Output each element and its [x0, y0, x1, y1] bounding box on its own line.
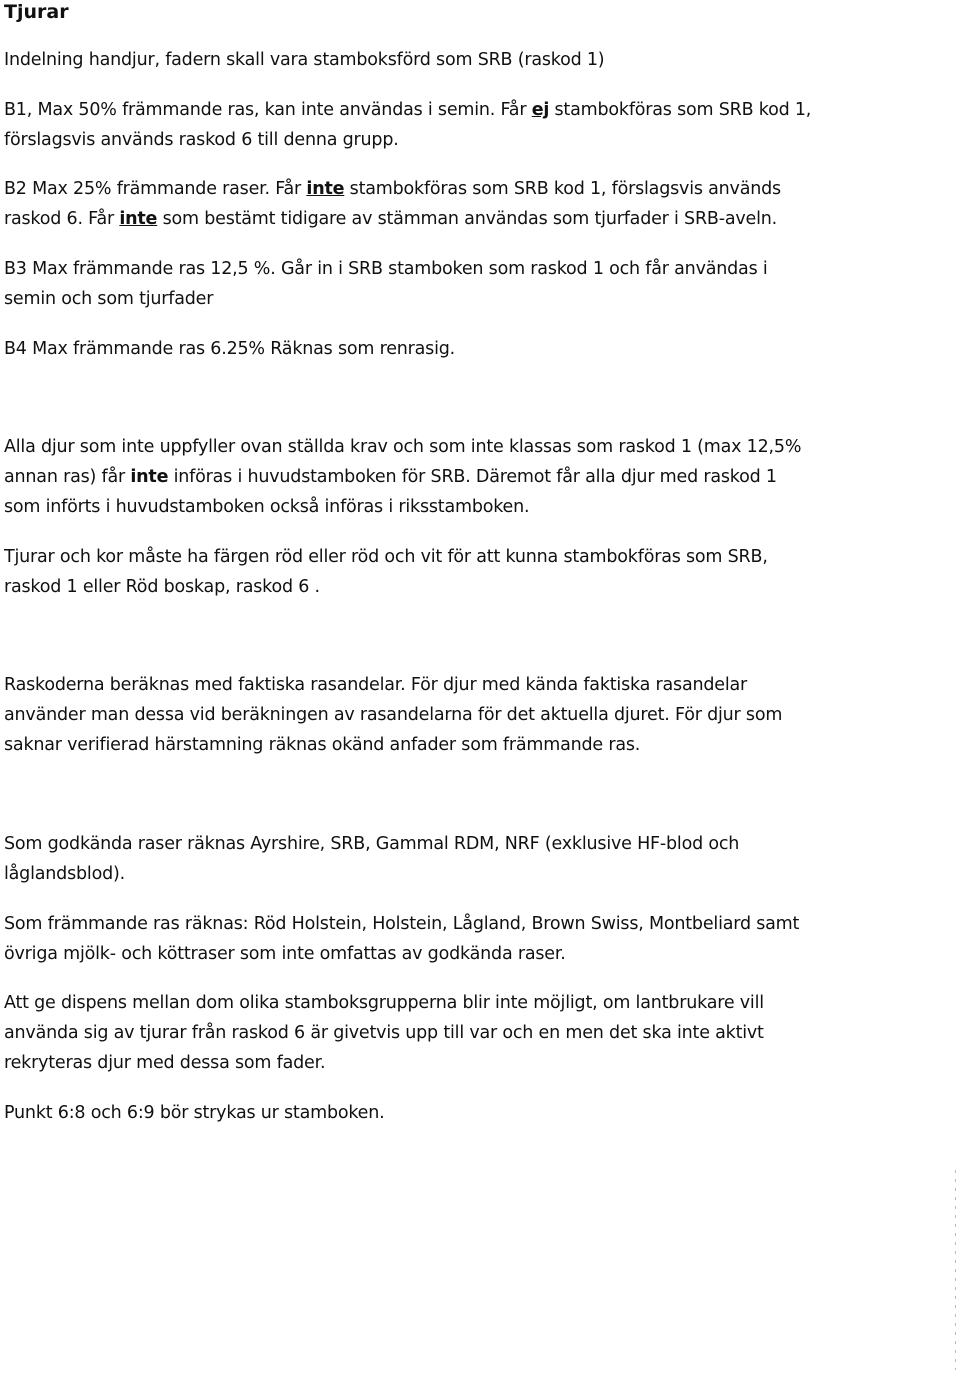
- text-line: som införts i huvudstamboken också införas i riksstamboken.: [4, 497, 530, 517]
- text-line: använda sig av tjurar från raskod 6 är givetvis upp till var och en men det ska inte aktivt: [4, 1023, 764, 1043]
- text-span: raskod 6. Får: [4, 209, 120, 229]
- text-span: stambokföras som SRB kod 1, förslagsvis används: [344, 179, 781, 199]
- text-line: B3 Max främmande ras 12,5 %. Går in i SRB stamboken som raskod 1 och får användas i: [4, 259, 768, 279]
- text-span: annan ras) får: [4, 467, 131, 487]
- paragraph-dispens: [4, 988, 764, 1078]
- text-line: [4, 204, 781, 234]
- text-line: [4, 174, 781, 204]
- paragraph-indelning: [4, 45, 604, 75]
- text-line: raskod 1 eller Röd boskap, raskod 6 .: [4, 577, 320, 597]
- document-title: Tjurar: [4, 1, 69, 23]
- text-line: Indelning handjur, fadern skall vara stamboksförd som SRB (raskod 1): [4, 50, 605, 70]
- paragraph-punkt: [4, 1098, 385, 1128]
- paragraph-raskoder: [4, 670, 782, 760]
- emphasis-text: inte: [306, 179, 345, 199]
- emphasis-text: ej: [531, 100, 550, 120]
- text-line: saknar verifierad härstamning räknas okänd anfader som främmande ras.: [4, 735, 641, 755]
- text-line: rekryteras djur med dessa som fader.: [4, 1053, 326, 1073]
- emphasis-text: inte: [130, 467, 169, 487]
- text-span: B2 Max 25% främmande raser. Får: [4, 179, 307, 199]
- text-line: Som godkända raser räknas Ayrshire, SRB, Gammal RDM, NRF (exklusive HF-blod och: [4, 834, 740, 854]
- paragraph-alla-djur: [4, 432, 801, 522]
- paragraph-b1: [4, 95, 811, 155]
- text-line: Alla djur som inte uppfyller ovan ställda krav och som inte klassas som raskod 1 (max 12,5%: [4, 437, 802, 457]
- paragraph-b4: [4, 334, 455, 364]
- paragraph-farg: [4, 542, 768, 602]
- text-line: [4, 95, 811, 125]
- text-line: förslagsvis används raskod 6 till denna grupp.: [4, 130, 399, 150]
- text-span: B1, Max 50% främmande ras, kan inte användas i semin. Får: [4, 100, 532, 120]
- scan-edge-mark: [955, 1170, 956, 1370]
- paragraph-b3: [4, 254, 768, 314]
- text-span: införas i huvudstamboken för SRB. Däremot får alla djur med raskod 1: [168, 467, 777, 487]
- text-line: Tjurar och kor måste ha färgen röd eller röd och vit för att kunna stambokföras som SRB,: [4, 547, 768, 567]
- text-line: Raskoderna beräknas med faktiska rasandelar. För djur med kända faktiska rasandelar: [4, 675, 748, 695]
- text-line: använder man dessa vid beräkningen av rasandelarna för det aktuella djuret. För djur som: [4, 705, 783, 725]
- text-span: stambokföras som SRB kod 1,: [549, 100, 812, 120]
- paragraph-godkanda-raser: [4, 829, 739, 889]
- text-span: som bestämt tidigare av stämman användas som tjurfader i SRB-aveln.: [157, 209, 778, 229]
- text-line: B4 Max främmande ras 6.25% Räknas som renrasig.: [4, 339, 456, 359]
- text-line: övriga mjölk- och köttraser som inte omfattas av godkända raser.: [4, 944, 566, 964]
- paragraph-frammande-ras: [4, 909, 799, 969]
- emphasis-text: inte: [119, 209, 158, 229]
- text-line: Punkt 6:8 och 6:9 bör strykas ur stamboken.: [4, 1103, 385, 1123]
- text-line: Som främmande ras räknas: Röd Holstein, Holstein, Lågland, Brown Swiss, Montbeliard samt: [4, 914, 800, 934]
- text-line: låglandsblod).: [4, 864, 125, 884]
- text-line: semin och som tjurfader: [4, 289, 214, 309]
- paragraph-b2: [4, 174, 781, 234]
- text-line: [4, 462, 801, 492]
- text-line: Att ge dispens mellan dom olika stamboksgrupperna blir inte möjligt, om lantbrukare vill: [4, 993, 764, 1013]
